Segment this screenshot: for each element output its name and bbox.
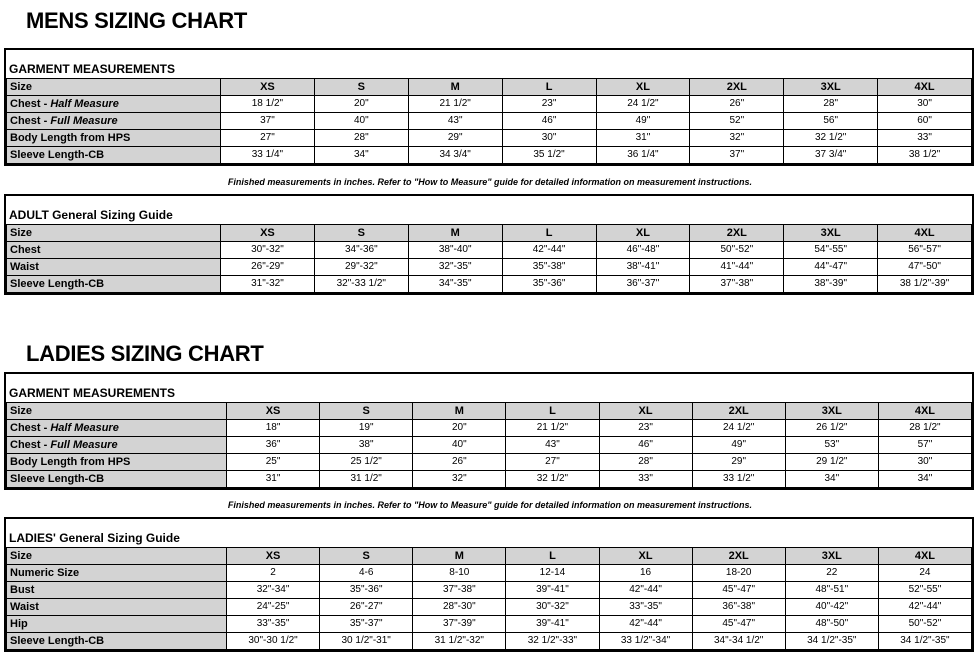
table-cell: 21 1/2" [506, 420, 599, 437]
table-cell: 25" [227, 454, 320, 471]
table-cell: 4-6 [320, 565, 413, 582]
table-cell: 34 1/2"-35" [878, 633, 971, 650]
mens-sizing-heading: MENS SIZING CHART [26, 8, 248, 33]
table-row [7, 147, 972, 164]
ladies-sizing-guide-table [6, 547, 972, 650]
row-label-text: Body Length from HPS [10, 456, 131, 468]
table-cell: 28"-30" [413, 599, 506, 616]
size-header-cell: 2XL [692, 403, 785, 420]
adult-sizing-guide-table [6, 224, 972, 293]
table-cell: 45"-47" [692, 616, 785, 633]
table-cell: 18 1/2" [221, 96, 315, 113]
size-header-cell: L [506, 403, 599, 420]
table-cell: 34" [785, 471, 878, 488]
table-cell: 32" [690, 130, 784, 147]
measurement-note: Finished measurements in inches. Refer to "How to Measure" guide for detailed information on measurement instructions. [227, 500, 753, 510]
size-header-row [7, 403, 972, 420]
row-label-text: Chest [10, 244, 41, 256]
mens-garment-measurements-section [4, 48, 974, 166]
table-cell: 32"-35" [408, 259, 502, 276]
row-label-text: Bust [10, 584, 35, 596]
table-row [7, 259, 972, 276]
table-cell: 50"-52" [690, 242, 784, 259]
table-cell: 16 [599, 565, 692, 582]
row-label-text: Sleeve Length-CB [10, 635, 105, 647]
table-row [7, 276, 972, 293]
ladies-sizing-guide-section [4, 517, 974, 652]
table-cell: 32 1/2"-33" [506, 633, 599, 650]
table-cell: 42"-44" [599, 582, 692, 599]
row-label [7, 130, 221, 147]
table-cell: 52" [690, 113, 784, 130]
table-cell: 41"-44" [690, 259, 784, 276]
table-cell: 42"-44" [878, 599, 971, 616]
table-cell: 33"-35" [599, 599, 692, 616]
table-cell: 49" [596, 113, 690, 130]
table-cell: 40"-42" [785, 599, 878, 616]
table-cell: 25 1/2" [320, 454, 413, 471]
row-label [7, 616, 227, 633]
table-cell: 19" [320, 420, 413, 437]
table-cell: 57" [878, 437, 971, 454]
row-label-emphasis: Full Measure [50, 115, 118, 127]
table-row [7, 633, 972, 650]
table-cell: 26"-29" [221, 259, 315, 276]
ladies-sizing-heading: LADIES SIZING CHART [26, 341, 264, 366]
table-cell: 26"-27" [320, 599, 413, 616]
table-cell: 30"-32" [221, 242, 315, 259]
row-label-text: Body Length from HPS [10, 132, 131, 144]
table-cell: 38" [320, 437, 413, 454]
adult-sizing-guide-section [4, 194, 974, 295]
size-header-cell: 4XL [878, 403, 971, 420]
size-header-label: Size [7, 548, 227, 565]
table-cell: 2 [227, 565, 320, 582]
size-header-cell: S [314, 79, 408, 96]
table-cell: 33 1/2"-34" [599, 633, 692, 650]
table-cell: 35"-36" [502, 276, 596, 293]
table-row [7, 113, 972, 130]
table-row [7, 96, 972, 113]
table-cell: 31"-32" [221, 276, 315, 293]
table-cell: 60" [878, 113, 972, 130]
table-cell: 37" [690, 147, 784, 164]
size-header-cell: XS [221, 225, 315, 242]
table-cell: 28" [784, 96, 878, 113]
table-cell: 29" [692, 454, 785, 471]
table-cell: 39"-41" [506, 616, 599, 633]
table-cell: 36"-37" [596, 276, 690, 293]
table-cell: 37"-39" [413, 616, 506, 633]
table-cell: 34"-35" [408, 276, 502, 293]
table-cell: 45"-47" [692, 582, 785, 599]
row-label-text: Sleeve Length-CB [10, 473, 105, 485]
table-cell: 26 1/2" [785, 420, 878, 437]
table-cell: 42"-44" [502, 242, 596, 259]
size-header-cell: XS [227, 403, 320, 420]
table-cell: 49" [692, 437, 785, 454]
row-label-text: Sleeve Length-CB [10, 278, 105, 290]
table-cell: 50"-52" [878, 616, 971, 633]
row-label [7, 96, 221, 113]
table-cell: 32 1/2" [506, 471, 599, 488]
size-header-cell: L [506, 548, 599, 565]
size-header-row [7, 548, 972, 565]
table-cell: 43" [506, 437, 599, 454]
size-header-cell: 3XL [785, 403, 878, 420]
table-cell: 56" [784, 113, 878, 130]
table-row [7, 582, 972, 599]
row-label [7, 276, 221, 293]
table-cell: 26" [690, 96, 784, 113]
size-header-cell: XS [227, 548, 320, 565]
table-cell: 29"-32" [314, 259, 408, 276]
table-cell: 36"-38" [692, 599, 785, 616]
table-cell: 24 1/2" [596, 96, 690, 113]
row-label-text: Sleeve Length-CB [10, 149, 105, 161]
table-cell: 34"-36" [314, 242, 408, 259]
row-label [7, 454, 227, 471]
table-cell: 31" [596, 130, 690, 147]
table-row [7, 599, 972, 616]
table-cell: 20" [314, 96, 408, 113]
size-header-cell: XS [221, 79, 315, 96]
table-cell: 38"-40" [408, 242, 502, 259]
size-header-cell: 2XL [690, 79, 784, 96]
size-header-cell: S [314, 225, 408, 242]
table-cell: 27" [221, 130, 315, 147]
size-header-cell: M [408, 79, 502, 96]
table-cell: 34 3/4" [408, 147, 502, 164]
size-header-cell: S [320, 548, 413, 565]
table-row [7, 242, 972, 259]
size-header-cell: M [408, 225, 502, 242]
row-label [7, 420, 227, 437]
section-title: GARMENT MEASUREMENTS [9, 62, 176, 76]
table-cell: 20" [413, 420, 506, 437]
size-header-cell: XL [596, 79, 690, 96]
table-cell: 33" [599, 471, 692, 488]
table-row [7, 420, 972, 437]
measurement-note: Finished measurements in inches. Refer to "How to Measure" guide for detailed information on measurement instructions. [227, 177, 753, 187]
size-header-cell: L [502, 225, 596, 242]
table-cell: 35"-38" [502, 259, 596, 276]
size-header-cell: 2XL [692, 548, 785, 565]
table-cell: 38 1/2"-39" [878, 276, 972, 293]
table-cell: 53" [785, 437, 878, 454]
table-cell: 30" [878, 96, 972, 113]
size-header-label: Size [7, 403, 227, 420]
table-cell: 29 1/2" [785, 454, 878, 471]
table-cell: 36" [227, 437, 320, 454]
size-header-cell: XL [596, 225, 690, 242]
table-cell: 28 1/2" [878, 420, 971, 437]
table-cell: 34 1/2"-35" [785, 633, 878, 650]
table-cell: 30"-32" [506, 599, 599, 616]
row-label [7, 633, 227, 650]
table-cell: 32 1/2" [784, 130, 878, 147]
table-cell: 23" [599, 420, 692, 437]
table-row [7, 565, 972, 582]
table-cell: 12-14 [506, 565, 599, 582]
table-cell: 44"-47" [784, 259, 878, 276]
row-label-emphasis: Half Measure [50, 422, 119, 434]
row-label [7, 582, 227, 599]
size-header-cell: M [413, 403, 506, 420]
table-row [7, 616, 972, 633]
table-cell: 46" [502, 113, 596, 130]
table-cell: 37"-38" [690, 276, 784, 293]
table-cell: 24 [878, 565, 971, 582]
table-cell: 30"-30 1/2" [227, 633, 320, 650]
table-cell: 32"-34" [227, 582, 320, 599]
table-cell: 37" [221, 113, 315, 130]
table-cell: 35"-37" [320, 616, 413, 633]
table-cell: 36 1/4" [596, 147, 690, 164]
table-cell: 31" [227, 471, 320, 488]
size-header-cell: M [413, 548, 506, 565]
row-label-text: Chest - [10, 422, 51, 434]
table-cell: 40" [314, 113, 408, 130]
row-label [7, 437, 227, 454]
section-title: ADULT General Sizing Guide [9, 208, 173, 222]
table-cell: 33" [878, 130, 972, 147]
table-cell: 37"-38" [413, 582, 506, 599]
mens-garment-table [6, 78, 972, 164]
table-cell: 30" [878, 454, 971, 471]
row-label-text: Hip [10, 618, 28, 630]
size-header-row [7, 225, 972, 242]
ladies-garment-table [6, 402, 972, 488]
table-row [7, 437, 972, 454]
size-header-cell: 4XL [878, 225, 972, 242]
row-label [7, 599, 227, 616]
table-cell: 31 1/2"-32" [413, 633, 506, 650]
table-cell: 46" [599, 437, 692, 454]
row-label-emphasis: Half Measure [50, 98, 119, 110]
table-cell: 27" [506, 454, 599, 471]
ladies-garment-measurements-section [4, 372, 974, 490]
row-label [7, 113, 221, 130]
table-cell: 34" [314, 147, 408, 164]
row-label-text: Waist [10, 601, 39, 613]
table-cell: 56"-57" [878, 242, 972, 259]
row-label-emphasis: Full Measure [50, 439, 118, 451]
table-cell: 46"-48" [596, 242, 690, 259]
table-cell: 24 1/2" [692, 420, 785, 437]
table-cell: 37 3/4" [784, 147, 878, 164]
table-cell: 23" [502, 96, 596, 113]
table-row [7, 454, 972, 471]
size-header-cell: XL [599, 403, 692, 420]
size-header-label: Size [7, 79, 221, 96]
size-header-label: Size [7, 225, 221, 242]
table-cell: 30 1/2"-31" [320, 633, 413, 650]
section-title: GARMENT MEASUREMENTS [9, 386, 176, 400]
table-cell: 32" [413, 471, 506, 488]
row-label [7, 259, 221, 276]
table-cell: 28" [599, 454, 692, 471]
section-title: LADIES' General Sizing Guide [9, 531, 180, 545]
size-header-cell: 3XL [784, 225, 878, 242]
size-header-cell: 2XL [690, 225, 784, 242]
table-row [7, 471, 972, 488]
table-cell: 18-20 [692, 565, 785, 582]
table-cell: 34"-34 1/2" [692, 633, 785, 650]
table-cell: 54"-55" [784, 242, 878, 259]
table-cell: 38"-41" [596, 259, 690, 276]
size-header-cell: 3XL [784, 79, 878, 96]
table-cell: 33 1/2" [692, 471, 785, 488]
table-cell: 32"-33 1/2" [314, 276, 408, 293]
table-cell: 21 1/2" [408, 96, 502, 113]
row-label [7, 565, 227, 582]
row-label [7, 242, 221, 259]
table-cell: 48"-50" [785, 616, 878, 633]
table-cell: 26" [413, 454, 506, 471]
table-cell: 33"-35" [227, 616, 320, 633]
row-label-text: Numeric Size [10, 567, 80, 579]
row-label-text: Chest - [10, 115, 51, 127]
table-cell: 38"-39" [784, 276, 878, 293]
row-label [7, 471, 227, 488]
row-label-text: Chest - [10, 98, 51, 110]
table-cell: 39"-41" [506, 582, 599, 599]
table-cell: 22 [785, 565, 878, 582]
table-cell: 33 1/4" [221, 147, 315, 164]
table-cell: 18" [227, 420, 320, 437]
table-cell: 24"-25" [227, 599, 320, 616]
table-cell: 31 1/2" [320, 471, 413, 488]
table-cell: 43" [408, 113, 502, 130]
size-header-cell: 4XL [878, 79, 972, 96]
size-header-cell: 3XL [785, 548, 878, 565]
row-label-text: Chest - [10, 439, 51, 451]
size-header-cell: XL [599, 548, 692, 565]
size-header-cell: S [320, 403, 413, 420]
table-cell: 8-10 [413, 565, 506, 582]
table-cell: 40" [413, 437, 506, 454]
table-cell: 52"-55" [878, 582, 971, 599]
table-row [7, 130, 972, 147]
table-cell: 42"-44" [599, 616, 692, 633]
table-cell: 48"-51" [785, 582, 878, 599]
row-label [7, 147, 221, 164]
table-cell: 28" [314, 130, 408, 147]
size-header-cell: 4XL [878, 548, 971, 565]
table-cell: 29" [408, 130, 502, 147]
table-cell: 34" [878, 471, 971, 488]
size-header-row [7, 79, 972, 96]
size-header-cell: L [502, 79, 596, 96]
table-cell: 35 1/2" [502, 147, 596, 164]
row-label-text: Waist [10, 261, 39, 273]
table-cell: 35"-36" [320, 582, 413, 599]
table-cell: 38 1/2" [878, 147, 972, 164]
table-cell: 30" [502, 130, 596, 147]
table-cell: 47"-50" [878, 259, 972, 276]
